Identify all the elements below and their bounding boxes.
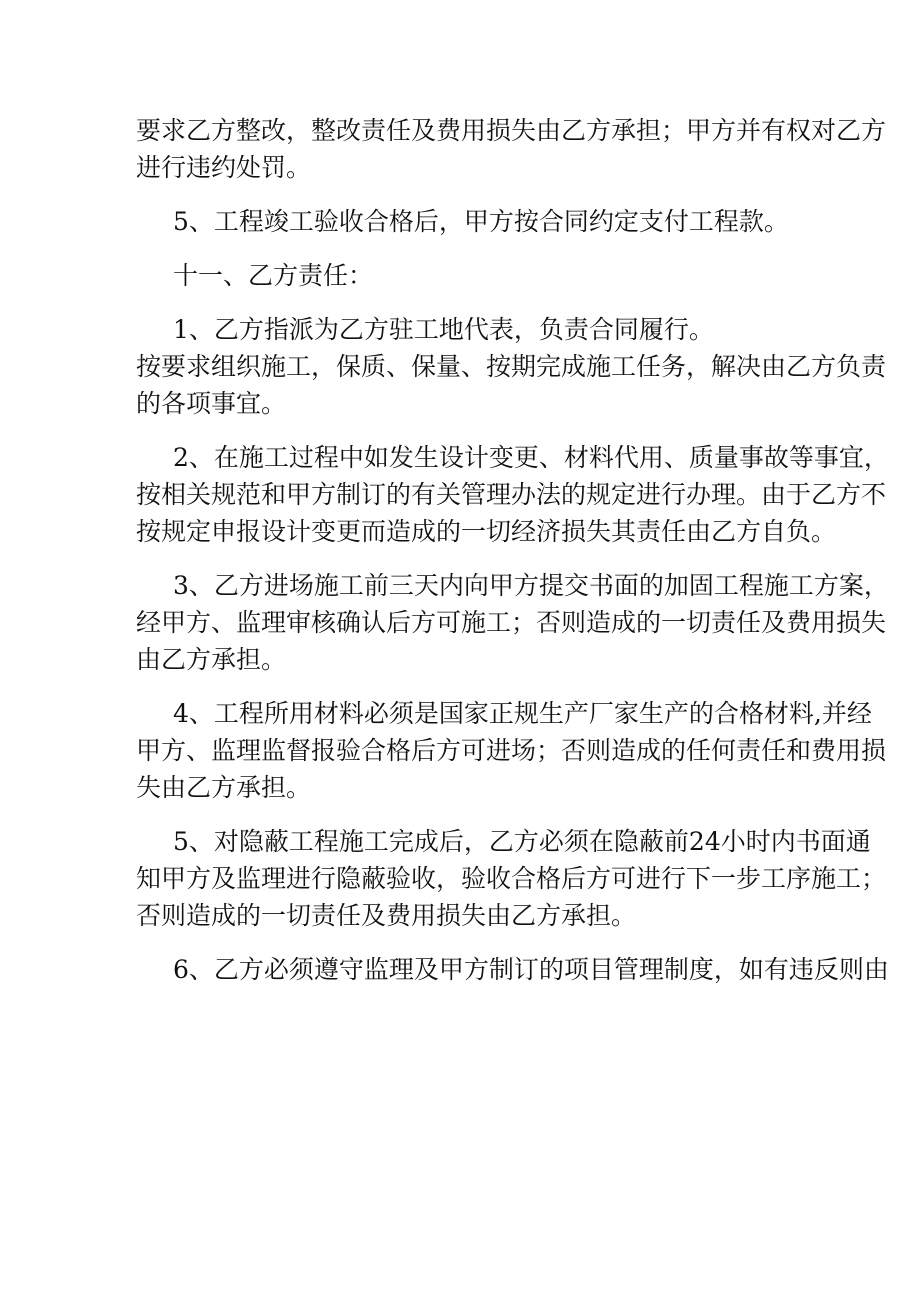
clause-4-materials: 4、工程所用材料必须是国家正规生产厂家生产的合格材料,并经 — [173, 699, 872, 728]
text-line: 甲方、监理监督报验合格后方可进场；否则造成的任何责任和费用损 — [136, 736, 887, 765]
text-line: 的各项事宜。 — [136, 389, 287, 418]
clause-3-construction-plan: 3、乙方进场施工前三天内向甲方提交书面的加固工程施工方案， — [173, 571, 889, 600]
text-line: 按要求组织施工，保质、保量、按期完成施工任务，解决由乙方负责 — [136, 352, 887, 381]
text-line: 经甲方、监理审核确认后方可施工；否则造成的一切责任及费用损失 — [136, 608, 887, 637]
text-line: 要求乙方整改，整改责任及费用损失由乙方承担；甲方并有权对乙方 — [136, 116, 887, 145]
text-line: 否则造成的一切责任及费用损失由乙方承担。 — [136, 901, 637, 930]
text-line: 失由乙方承担。 — [136, 773, 312, 802]
contract-text — [136, 112, 889, 988]
text-line: 进行违约处罚。 — [136, 153, 312, 182]
section-heading-party-b-responsibilities: 十一、乙方责任： — [173, 261, 374, 290]
text-line: 按规定申报设计变更而造成的一切经济损失其责任由乙方自负。 — [136, 517, 837, 546]
clause-2-design-changes: 2、在施工过程中如发生设计变更、材料代用、质量事故等事宜， — [173, 443, 889, 472]
text-line: 由乙方承担。 — [136, 645, 287, 674]
text-line: 按相关规范和甲方制订的有关管理办法的规定进行办理。由于乙方不 — [136, 480, 887, 509]
clause-1-site-representative: 1、乙方指派为乙方驻工地代表，负责合同履行。 — [173, 315, 714, 344]
clause-6-management-rules: 6、乙方必须遵守监理及甲方制订的项目管理制度，如有违反则由 — [173, 955, 889, 984]
clause-5-concealed-works: 5、对隐蔽工程施工完成后，乙方必须在隐蔽前24小时内书面通 — [173, 827, 871, 856]
text-line: 知甲方及监理进行隐蔽验收，验收合格后方可进行下一步工序施工； — [136, 864, 887, 893]
clause-5-payment: 5、工程竣工验收合格后，甲方按合同约定支付工程款。 — [173, 207, 789, 236]
